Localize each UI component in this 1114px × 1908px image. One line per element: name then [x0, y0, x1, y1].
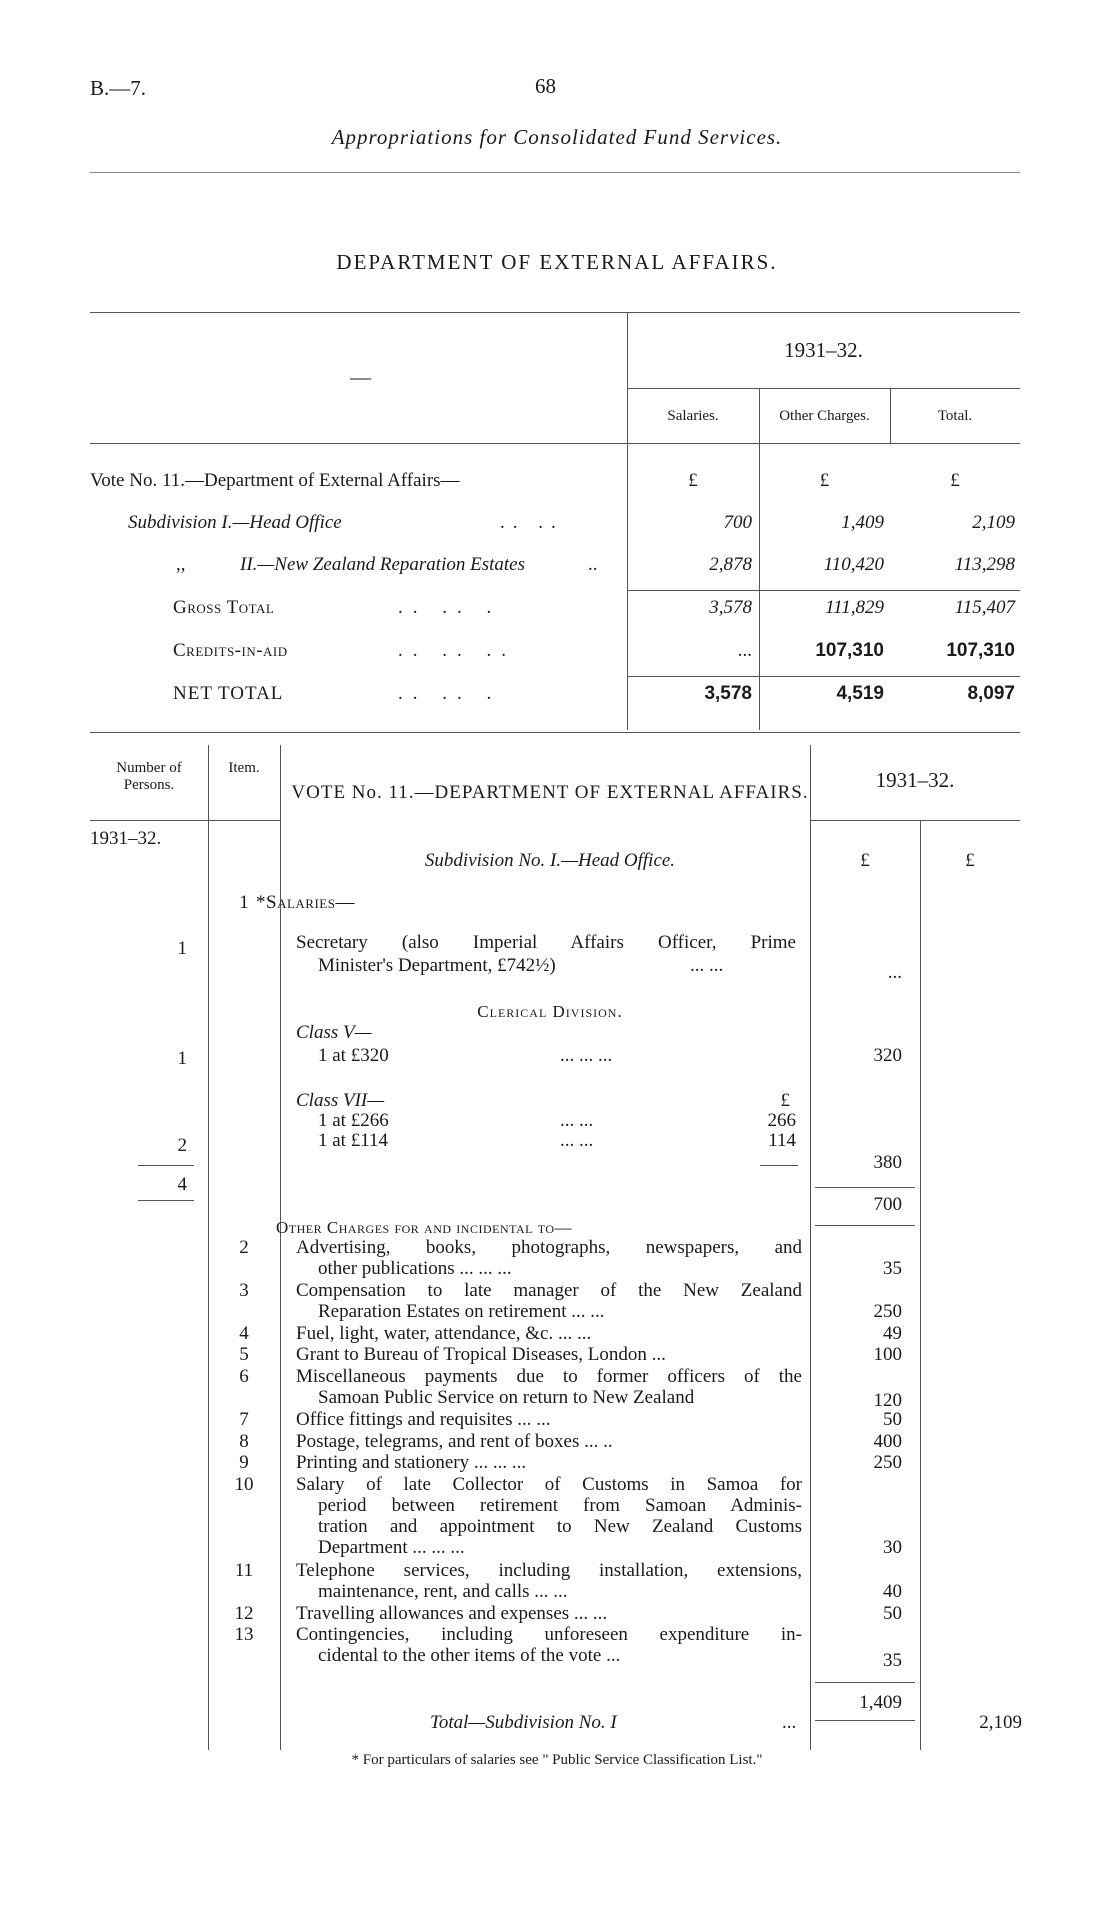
leader-dots: .. .. . [398, 683, 502, 704]
item-line: Samoan Public Service on return to New Zealand [318, 1387, 695, 1408]
secretary-line: Secretary (also Imperial Affairs Officer, Prime [296, 932, 796, 953]
item-number: 6 [239, 1366, 249, 1387]
amount: 50 [883, 1603, 902, 1624]
summary-cell: 110,420 [823, 554, 884, 575]
gross-total-label: Gross Total [173, 597, 275, 618]
amount: 400 [873, 1431, 902, 1452]
persons-total: 4 [177, 1174, 187, 1195]
summary-cell: 1,409 [841, 512, 884, 533]
leader-dots: .. .. .. [398, 640, 516, 661]
item-number: 2 [239, 1237, 249, 1258]
summary-cell: 3,578 [709, 597, 752, 618]
subdivision-total-label: Total—Subdivision No. I [430, 1712, 617, 1733]
col-other-charges: Other Charges. [779, 408, 870, 424]
amount: 380 [873, 1152, 902, 1173]
leader-dots: ... ... [690, 955, 724, 976]
pound-sign: £ [688, 470, 698, 491]
summary-year: 1931–32. [784, 338, 863, 362]
class-line: 1 at £320 [318, 1045, 389, 1066]
col-total: Total. [937, 408, 973, 424]
leader-dots: ... ... [560, 1110, 594, 1131]
item-line: Department ... ... ... [318, 1537, 465, 1558]
other-charges-heading: Other Charges for and incidental to— [276, 1218, 573, 1237]
department-title: DEPARTMENT OF EXTERNAL AFFAIRS. [336, 250, 778, 274]
item-line: tration and appointment to New Zealand Customs [318, 1516, 802, 1537]
item-number: 9 [239, 1452, 249, 1473]
pound-sign: £ [780, 1090, 790, 1111]
pound-sign: £ [950, 470, 960, 491]
amount: 49 [883, 1323, 902, 1344]
item-number: 1 [239, 892, 249, 913]
pound-sign: £ [965, 850, 975, 871]
col-item: Item. [228, 760, 260, 776]
item-line: Printing and stationery ... ... ... [296, 1452, 527, 1473]
item-line: Contingencies, including unforeseen expenditure in- [296, 1624, 802, 1645]
summary-cell: ... [737, 640, 752, 661]
page-number: 68 [535, 74, 556, 98]
item-line: Grant to Bureau of Tropical Diseases, London ... [296, 1344, 666, 1365]
item-number: 8 [239, 1431, 249, 1452]
summary-cell: 113,298 [954, 554, 1015, 575]
summary-cell: 111,829 [825, 597, 884, 618]
leader-dots: .. [588, 554, 598, 575]
salaries-heading: *Salaries— [256, 892, 355, 913]
summary-row-label: II.—New Zealand Reparation Estates [240, 554, 525, 575]
amount: 50 [883, 1409, 902, 1430]
net-total-label: NET TOTAL [173, 683, 284, 704]
amount: 250 [873, 1452, 902, 1473]
summary-cell: 8,097 [967, 683, 1015, 704]
amount: 100 [873, 1344, 902, 1365]
page-title: Appropriations for Consolidated Fund Services. [331, 125, 783, 149]
amount: 35 [883, 1650, 902, 1671]
item-number: 5 [239, 1344, 249, 1365]
header-rule [90, 172, 1020, 173]
col-year: 1931–32. [875, 768, 955, 792]
item-line: Office fittings and requisites ... ... [296, 1409, 551, 1430]
summary-cell: 107,310 [946, 640, 1015, 661]
item-number: 3 [239, 1280, 249, 1301]
amount: ... [887, 962, 902, 983]
stub-dash: — [350, 365, 371, 389]
item-line: Telephone services, including installation, extensions, [296, 1560, 802, 1581]
summary-cell: 2,878 [709, 554, 752, 575]
item-line: period between retirement from Samoan Adminis- [318, 1495, 802, 1516]
col-salaries: Salaries. [667, 408, 719, 424]
leader-dots: .. .. [500, 512, 564, 533]
sub-amount: 266 [767, 1110, 796, 1131]
pound-sign: £ [819, 470, 830, 491]
clerical-division-heading: Clerical Division. [477, 1002, 623, 1021]
class-heading: Class VII— [296, 1090, 385, 1111]
persons-count: 1 [177, 938, 187, 959]
item-line: Salary of late Collector of Customs in Samoa for [296, 1474, 802, 1495]
item-line: Compensation to late manager of the New Zealand [296, 1280, 802, 1301]
summary-cell: 115,407 [954, 597, 1015, 618]
class-line: 1 at £266 [318, 1110, 389, 1131]
item-number: 13 [234, 1624, 254, 1645]
secretary-line: Minister's Department, £742½) [318, 955, 556, 976]
leader-dots: ... [782, 1712, 797, 1733]
item-line: other publications ... ... ... [318, 1258, 512, 1279]
item-number: 10 [234, 1474, 254, 1495]
amount: 250 [873, 1301, 902, 1322]
col-number-of-persons: Number of Persons. [116, 760, 182, 793]
leader-dots: ... ... ... [560, 1045, 613, 1066]
amount: 320 [873, 1045, 902, 1066]
grand-total: 2,109 [979, 1712, 1022, 1733]
item-line: cidental to the other items of the vote ... [318, 1645, 621, 1666]
class-line: 1 at £114 [318, 1130, 389, 1151]
footnote: * For particulars of salaries see " Public Service Classification List." [351, 1752, 763, 1768]
amount: 40 [883, 1581, 902, 1602]
summary-cell: 4,519 [836, 683, 884, 704]
item-number: 4 [239, 1323, 249, 1344]
item-line: maintenance, rent, and calls ... ... [318, 1581, 568, 1602]
amount: 120 [873, 1390, 902, 1411]
item-number: 12 [234, 1603, 254, 1624]
persons-count: 2 [177, 1135, 187, 1156]
item-number: 11 [234, 1560, 254, 1581]
ditto-mark: ,, [176, 554, 186, 575]
persons-count: 1 [177, 1048, 187, 1069]
pound-sign: £ [860, 850, 870, 871]
class-heading: Class V— [296, 1022, 372, 1043]
vote-title: VOTE No. 11.—DEPARTMENT OF EXTERNAL AFFAIRS. [291, 782, 809, 803]
leader-dots: ... ... [560, 1130, 594, 1151]
item-line: Travelling allowances and expenses ... ... [296, 1603, 608, 1624]
subdivision-heading: Subdivision No. I.—Head Office. [424, 850, 676, 871]
other-charges-total: 1,409 [859, 1692, 902, 1713]
item-number: 7 [239, 1409, 249, 1430]
item-line: Advertising, books, photographs, newspapers, and [296, 1237, 802, 1258]
summary-cell: 700 [723, 512, 752, 533]
persons-year: 1931–32. [90, 828, 162, 849]
salaries-total: 700 [873, 1194, 902, 1215]
item-line: Postage, telegrams, and rent of boxes ... .. [296, 1431, 613, 1452]
sub-amount: 114 [768, 1130, 796, 1151]
summary-cell: 107,310 [815, 640, 884, 661]
page-reference: B.—7. [90, 76, 147, 100]
amount: 30 [883, 1537, 902, 1558]
item-line: Fuel, light, water, attendance, &c. ... ... [296, 1323, 592, 1344]
leader-dots: .. .. . [398, 597, 502, 618]
summary-row-label: Subdivision I.—Head Office [128, 512, 342, 533]
vote-line: Vote No. 11.—Department of External Affairs— [90, 470, 460, 491]
amount: 35 [883, 1258, 902, 1279]
credits-in-aid-label: Credits-in-aid [173, 640, 288, 661]
item-line: Miscellaneous payments due to former officers of the [296, 1366, 802, 1387]
item-line: Reparation Estates on retirement ... ... [318, 1301, 605, 1322]
summary-cell: 2,109 [972, 512, 1015, 533]
summary-cell: 3,578 [704, 683, 752, 704]
